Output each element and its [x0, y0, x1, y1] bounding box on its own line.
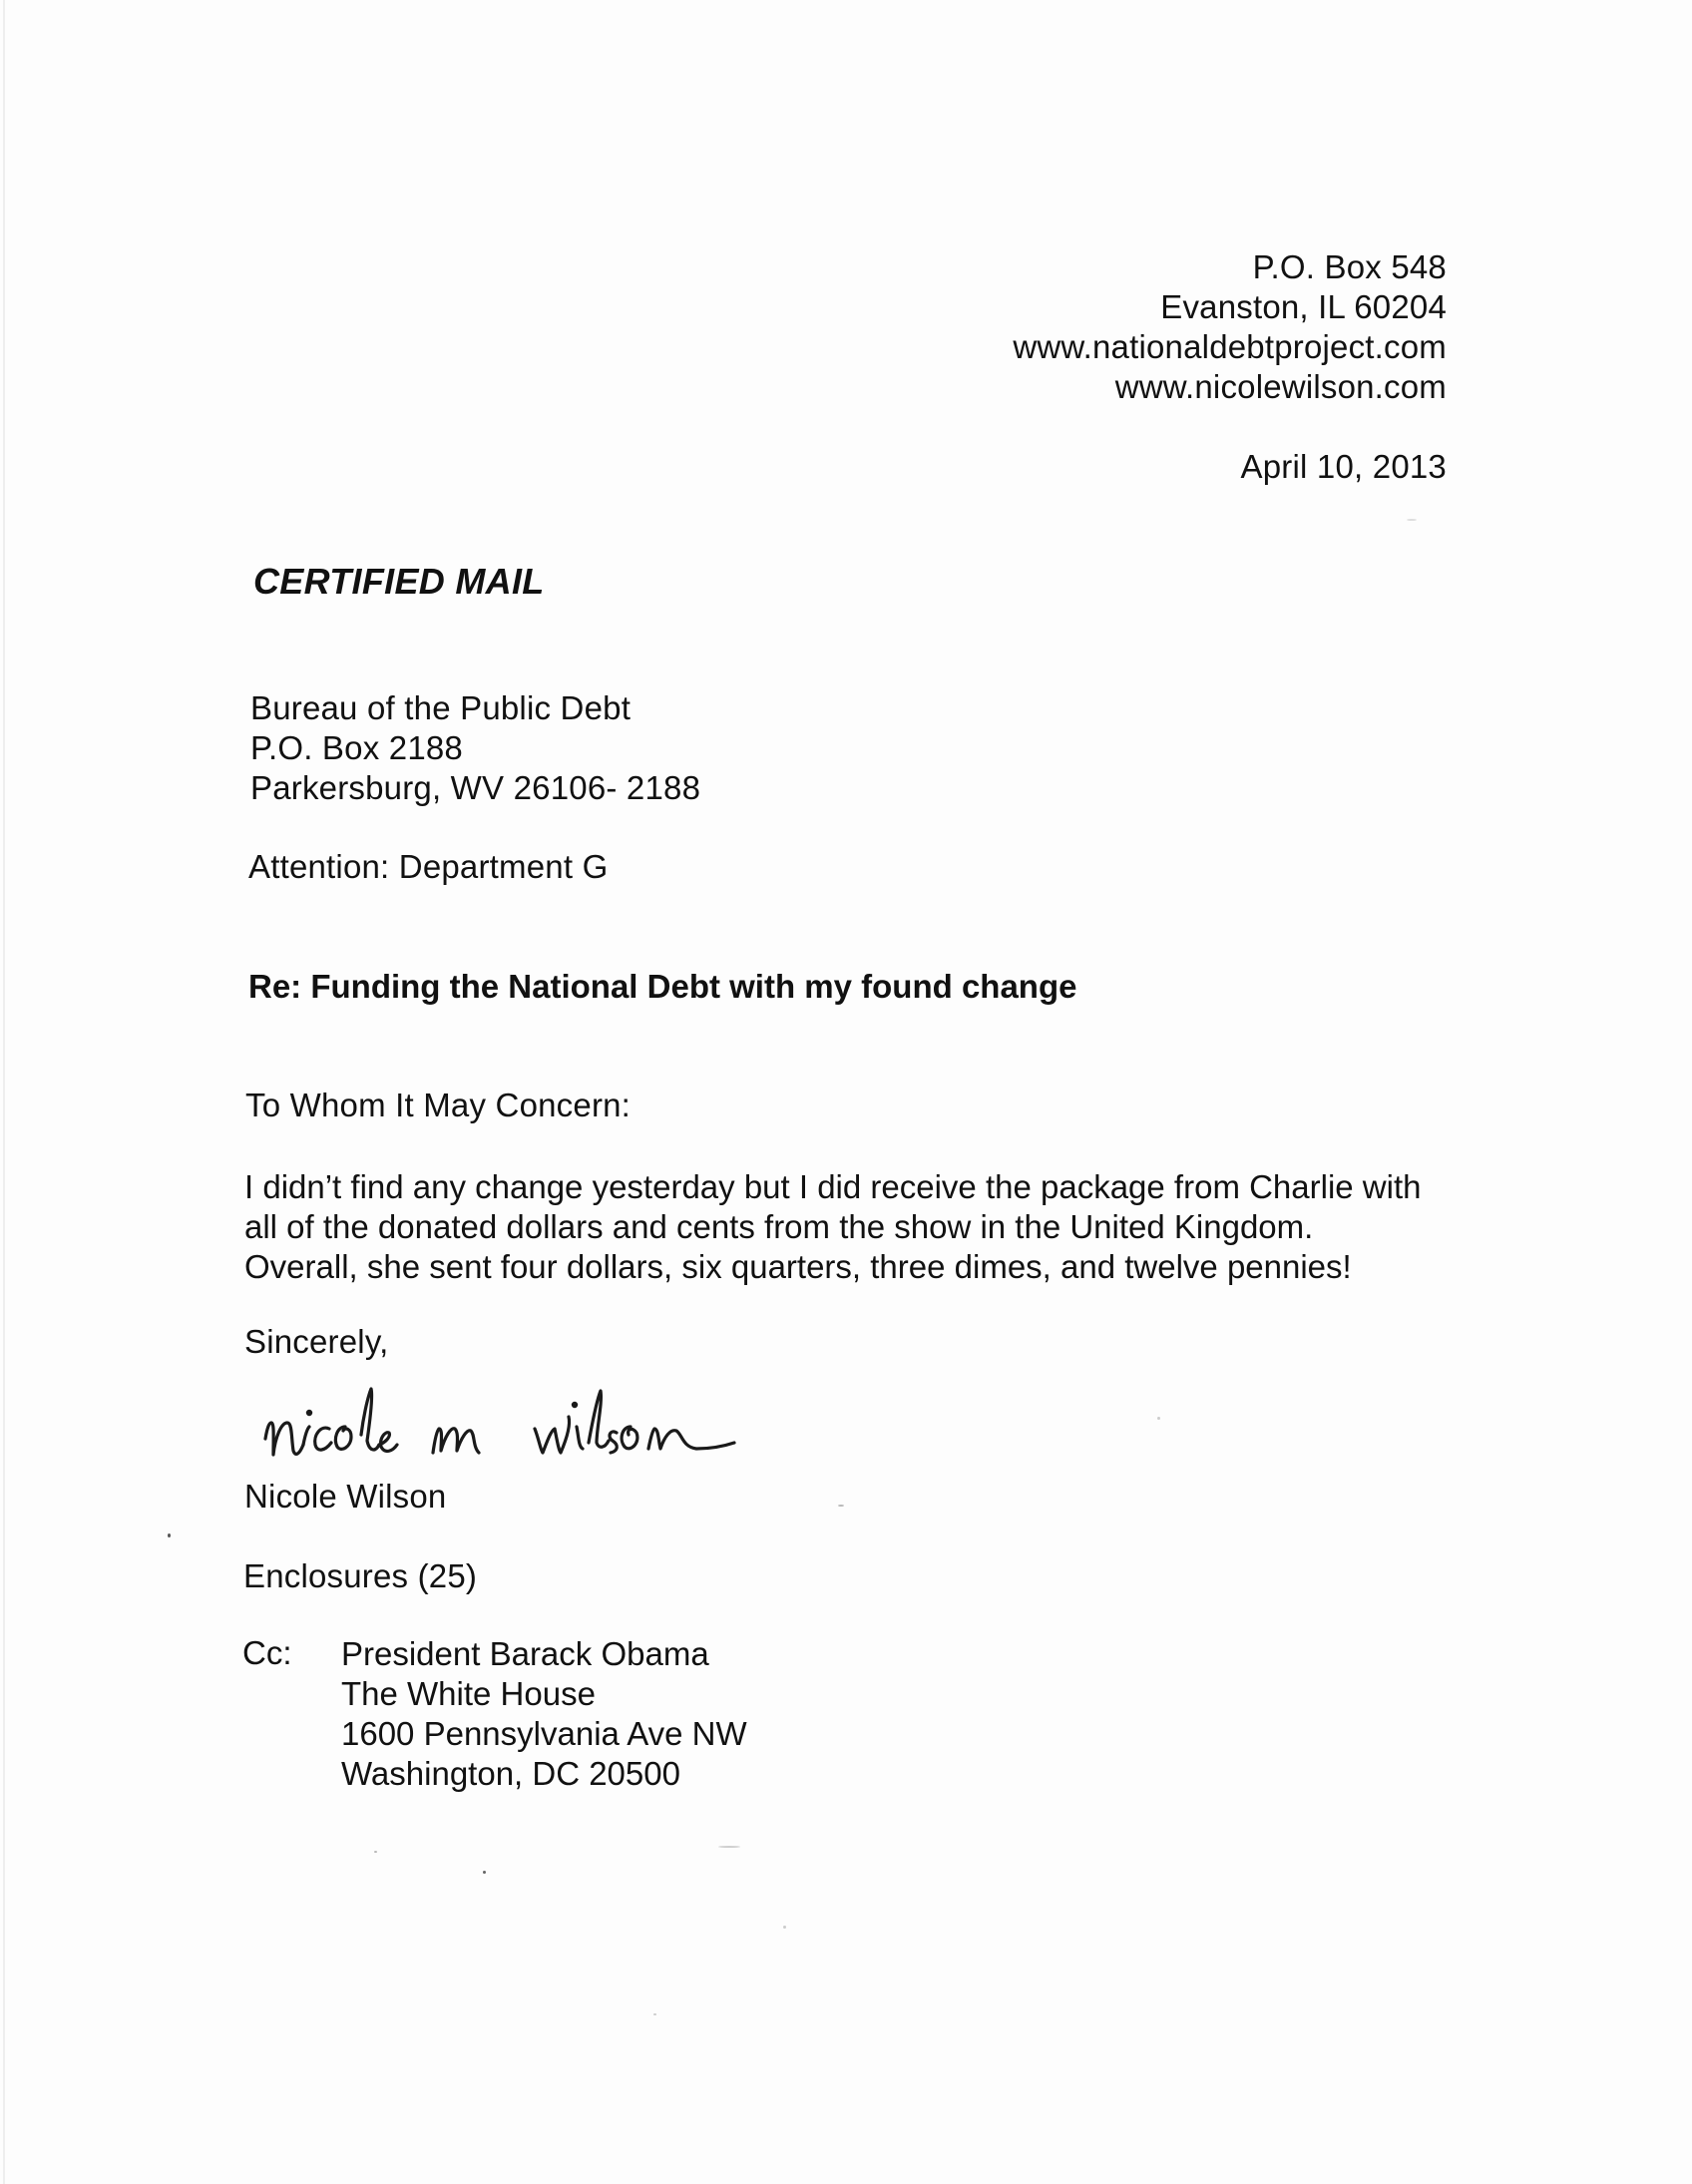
- subject-line: Re: Funding the National Debt with my found change: [248, 968, 1077, 1005]
- enclosures-line: Enclosures (25): [243, 1557, 478, 1594]
- sender-website-2: www.nicolewilson.com: [1114, 368, 1447, 405]
- scan-speck: [653, 2013, 656, 2015]
- handwritten-signature: [257, 1377, 756, 1487]
- scan-speck: [374, 1851, 377, 1853]
- closing: Sincerely,: [244, 1323, 389, 1360]
- sender-website-1: www.nationaldebtproject.com: [1013, 328, 1447, 365]
- cc-label: Cc:: [242, 1634, 292, 1671]
- letter-body: [244, 1167, 1481, 1287]
- scan-speck: [718, 1846, 740, 1848]
- cc-line-4: Washington, DC 20500: [341, 1755, 680, 1792]
- letter-date: April 10, 2013: [1240, 448, 1447, 485]
- cc-line-3: 1600 Pennsylvania Ave NW: [341, 1715, 747, 1752]
- signer-name: Nicole Wilson: [244, 1478, 447, 1515]
- cc-line-2: The White House: [341, 1675, 596, 1712]
- scan-speck: [1157, 1417, 1160, 1420]
- recipient-address-line1: P.O. Box 2188: [250, 729, 463, 766]
- scan-speck: [168, 1533, 171, 1537]
- scan-speck: [483, 1871, 486, 1874]
- scan-edge: [3, 0, 5, 2184]
- body-line-3: Overall, she sent four dollars, six quarters, three dimes, and twelve pennies!: [244, 1248, 1352, 1285]
- cc-line-1: President Barack Obama: [341, 1635, 709, 1672]
- sender-address-line2: Evanston, IL 60204: [1160, 288, 1447, 325]
- body-line-2: all of the donated dollars and cents from the show in the United Kingdom.: [244, 1208, 1314, 1245]
- salutation: To Whom It May Concern:: [245, 1087, 632, 1123]
- sender-address-line1: P.O. Box 548: [1252, 248, 1447, 285]
- recipient-name: Bureau of the Public Debt: [250, 689, 632, 726]
- body-line-1: I didn’t find any change yesterday but I did receive the package from Charlie with: [244, 1168, 1422, 1205]
- scan-speck: [1407, 519, 1417, 521]
- scan-speck: [838, 1505, 844, 1507]
- attention-line: Attention: Department G: [248, 848, 609, 885]
- cc-recipient-block: [341, 1634, 747, 1794]
- recipient-address-line2: Parkersburg, WV 26106- 2188: [250, 769, 701, 806]
- certified-mail-label: CERTIFIED MAIL: [253, 561, 545, 602]
- scan-speck: [783, 1926, 786, 1929]
